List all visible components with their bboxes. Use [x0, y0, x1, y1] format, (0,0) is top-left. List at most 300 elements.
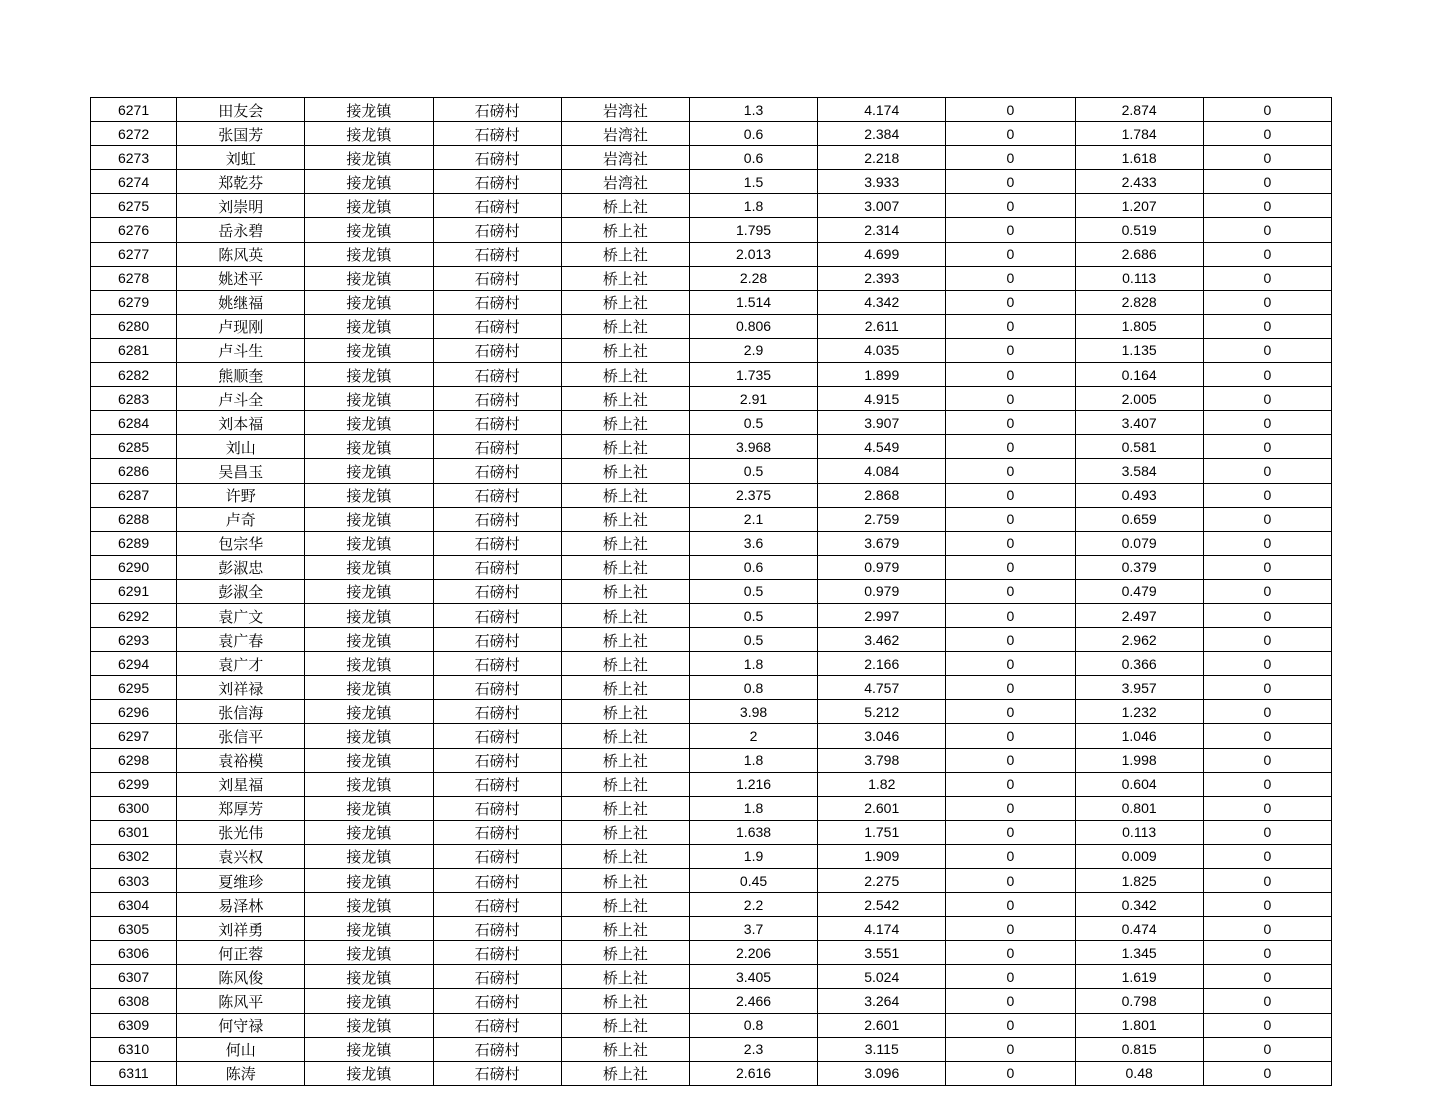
value-5-cell: 0 — [1203, 941, 1331, 965]
value-2-cell: 4.915 — [818, 387, 946, 411]
value-3-cell: 0 — [946, 844, 1075, 868]
value-1-cell: 0.5 — [689, 603, 817, 627]
value-3-cell: 0 — [946, 724, 1075, 748]
record-number-cell: 6286 — [91, 459, 177, 483]
town-cell: 接龙镇 — [305, 1061, 433, 1085]
value-3-cell: 0 — [946, 435, 1075, 459]
value-3-cell: 0 — [946, 989, 1075, 1013]
value-4-cell: 0.009 — [1075, 844, 1203, 868]
value-1-cell: 0.6 — [689, 122, 817, 146]
town-cell: 接龙镇 — [305, 820, 433, 844]
value-2-cell: 1.899 — [818, 363, 946, 387]
group-cell: 桥上社 — [561, 483, 689, 507]
value-2-cell: 2.166 — [818, 652, 946, 676]
table-row — [91, 290, 1332, 314]
value-2-cell: 5.024 — [818, 965, 946, 989]
town-cell: 接龙镇 — [305, 893, 433, 917]
group-cell: 桥上社 — [561, 507, 689, 531]
group-cell: 桥上社 — [561, 893, 689, 917]
record-number-cell: 6306 — [91, 941, 177, 965]
record-number-cell: 6283 — [91, 387, 177, 411]
name-cell: 张光伟 — [177, 820, 305, 844]
value-5-cell: 0 — [1203, 266, 1331, 290]
value-5-cell: 0 — [1203, 146, 1331, 170]
table-row — [91, 628, 1332, 652]
table-row — [91, 989, 1332, 1013]
town-cell: 接龙镇 — [305, 290, 433, 314]
record-number-cell: 6285 — [91, 435, 177, 459]
group-cell: 桥上社 — [561, 579, 689, 603]
group-cell: 桥上社 — [561, 459, 689, 483]
value-3-cell: 0 — [946, 507, 1075, 531]
name-cell: 刘星福 — [177, 772, 305, 796]
name-cell: 袁裕模 — [177, 748, 305, 772]
value-2-cell: 3.096 — [818, 1061, 946, 1085]
value-2-cell: 2.601 — [818, 796, 946, 820]
village-cell: 石磅村 — [433, 387, 561, 411]
record-number-cell: 6273 — [91, 146, 177, 170]
value-4-cell: 2.874 — [1075, 98, 1203, 122]
table-row — [91, 1037, 1332, 1061]
group-cell: 桥上社 — [561, 555, 689, 579]
town-cell: 接龙镇 — [305, 869, 433, 893]
value-3-cell: 0 — [946, 869, 1075, 893]
table-row — [91, 483, 1332, 507]
value-3-cell: 0 — [946, 483, 1075, 507]
table-row — [91, 941, 1332, 965]
record-number-cell: 6290 — [91, 555, 177, 579]
record-number-cell: 6305 — [91, 917, 177, 941]
record-number-cell: 6288 — [91, 507, 177, 531]
record-number-cell: 6277 — [91, 242, 177, 266]
value-1-cell: 0.8 — [689, 676, 817, 700]
value-1-cell: 1.8 — [689, 748, 817, 772]
village-cell: 石磅村 — [433, 820, 561, 844]
value-1-cell: 0.6 — [689, 146, 817, 170]
town-cell: 接龙镇 — [305, 170, 433, 194]
value-3-cell: 0 — [946, 652, 1075, 676]
value-5-cell: 0 — [1203, 700, 1331, 724]
village-cell: 石磅村 — [433, 700, 561, 724]
village-cell: 石磅村 — [433, 218, 561, 242]
record-number-cell: 6272 — [91, 122, 177, 146]
value-3-cell: 0 — [946, 242, 1075, 266]
value-1-cell: 0.806 — [689, 314, 817, 338]
table-row — [91, 893, 1332, 917]
name-cell: 熊顺奎 — [177, 363, 305, 387]
value-5-cell: 0 — [1203, 338, 1331, 362]
town-cell: 接龙镇 — [305, 507, 433, 531]
table-row — [91, 411, 1332, 435]
village-cell: 石磅村 — [433, 676, 561, 700]
value-1-cell: 1.3 — [689, 98, 817, 122]
table-row — [91, 917, 1332, 941]
village-cell: 石磅村 — [433, 507, 561, 531]
value-5-cell: 0 — [1203, 555, 1331, 579]
town-cell: 接龙镇 — [305, 1013, 433, 1037]
value-4-cell: 1.046 — [1075, 724, 1203, 748]
value-4-cell: 1.618 — [1075, 146, 1203, 170]
value-5-cell: 0 — [1203, 676, 1331, 700]
value-2-cell: 2.868 — [818, 483, 946, 507]
table-row — [91, 146, 1332, 170]
record-number-cell: 6284 — [91, 411, 177, 435]
value-3-cell: 0 — [946, 917, 1075, 941]
record-number-cell: 6301 — [91, 820, 177, 844]
town-cell: 接龙镇 — [305, 459, 433, 483]
record-number-cell: 6276 — [91, 218, 177, 242]
record-number-cell: 6292 — [91, 603, 177, 627]
village-cell: 石磅村 — [433, 194, 561, 218]
village-cell: 石磅村 — [433, 146, 561, 170]
record-number-cell: 6304 — [91, 893, 177, 917]
value-5-cell: 0 — [1203, 170, 1331, 194]
village-cell: 石磅村 — [433, 1037, 561, 1061]
group-cell: 桥上社 — [561, 772, 689, 796]
name-cell: 陈涛 — [177, 1061, 305, 1085]
value-2-cell: 2.542 — [818, 893, 946, 917]
value-5-cell: 0 — [1203, 218, 1331, 242]
value-3-cell: 0 — [946, 122, 1075, 146]
value-5-cell: 0 — [1203, 844, 1331, 868]
town-cell: 接龙镇 — [305, 555, 433, 579]
village-cell: 石磅村 — [433, 531, 561, 555]
value-2-cell: 4.549 — [818, 435, 946, 459]
value-2-cell: 0.979 — [818, 579, 946, 603]
town-cell: 接龙镇 — [305, 676, 433, 700]
value-4-cell: 1.801 — [1075, 1013, 1203, 1037]
name-cell: 卢斗全 — [177, 387, 305, 411]
value-1-cell: 2.206 — [689, 941, 817, 965]
value-4-cell: 1.345 — [1075, 941, 1203, 965]
value-1-cell: 1.638 — [689, 820, 817, 844]
value-1-cell: 0.8 — [689, 1013, 817, 1037]
value-1-cell: 3.405 — [689, 965, 817, 989]
value-5-cell: 0 — [1203, 314, 1331, 338]
value-5-cell: 0 — [1203, 748, 1331, 772]
value-1-cell: 2.1 — [689, 507, 817, 531]
value-3-cell: 0 — [946, 218, 1075, 242]
name-cell: 刘祥勇 — [177, 917, 305, 941]
value-4-cell: 1.998 — [1075, 748, 1203, 772]
value-4-cell: 0.366 — [1075, 652, 1203, 676]
value-1-cell: 2.466 — [689, 989, 817, 1013]
value-5-cell: 0 — [1203, 435, 1331, 459]
record-number-cell: 6296 — [91, 700, 177, 724]
value-3-cell: 0 — [946, 748, 1075, 772]
record-number-cell: 6293 — [91, 628, 177, 652]
name-cell: 姚继福 — [177, 290, 305, 314]
value-3-cell: 0 — [946, 266, 1075, 290]
value-5-cell: 0 — [1203, 1037, 1331, 1061]
value-1-cell: 0.45 — [689, 869, 817, 893]
value-3-cell: 0 — [946, 796, 1075, 820]
value-4-cell: 1.825 — [1075, 869, 1203, 893]
group-cell: 桥上社 — [561, 676, 689, 700]
table-row — [91, 218, 1332, 242]
name-cell: 何山 — [177, 1037, 305, 1061]
value-2-cell: 2.997 — [818, 603, 946, 627]
name-cell: 袁广文 — [177, 603, 305, 627]
value-5-cell: 0 — [1203, 194, 1331, 218]
value-5-cell: 0 — [1203, 772, 1331, 796]
group-cell: 桥上社 — [561, 844, 689, 868]
table-row — [91, 724, 1332, 748]
group-cell: 桥上社 — [561, 194, 689, 218]
name-cell: 彭淑全 — [177, 579, 305, 603]
table-row — [91, 796, 1332, 820]
table-row — [91, 387, 1332, 411]
value-5-cell: 0 — [1203, 1013, 1331, 1037]
name-cell: 郑乾芬 — [177, 170, 305, 194]
name-cell: 姚述平 — [177, 266, 305, 290]
value-1-cell: 1.735 — [689, 363, 817, 387]
value-3-cell: 0 — [946, 98, 1075, 122]
record-number-cell: 6300 — [91, 796, 177, 820]
name-cell: 陈风俊 — [177, 965, 305, 989]
value-2-cell: 3.679 — [818, 531, 946, 555]
value-5-cell: 0 — [1203, 893, 1331, 917]
name-cell: 包宗华 — [177, 531, 305, 555]
value-5-cell: 0 — [1203, 869, 1331, 893]
value-4-cell: 0.493 — [1075, 483, 1203, 507]
value-1-cell: 3.98 — [689, 700, 817, 724]
value-2-cell: 4.174 — [818, 917, 946, 941]
value-2-cell: 3.907 — [818, 411, 946, 435]
value-4-cell: 3.584 — [1075, 459, 1203, 483]
table-row — [91, 507, 1332, 531]
name-cell: 彭淑忠 — [177, 555, 305, 579]
town-cell: 接龙镇 — [305, 772, 433, 796]
group-cell: 桥上社 — [561, 652, 689, 676]
value-1-cell: 2.91 — [689, 387, 817, 411]
value-4-cell: 1.619 — [1075, 965, 1203, 989]
record-number-cell: 6310 — [91, 1037, 177, 1061]
value-4-cell: 2.962 — [1075, 628, 1203, 652]
name-cell: 刘崇明 — [177, 194, 305, 218]
table-row — [91, 820, 1332, 844]
table-row — [91, 194, 1332, 218]
value-5-cell: 0 — [1203, 483, 1331, 507]
value-5-cell: 0 — [1203, 628, 1331, 652]
table-row — [91, 603, 1332, 627]
value-3-cell: 0 — [946, 1013, 1075, 1037]
group-cell: 桥上社 — [561, 1061, 689, 1085]
name-cell: 易泽林 — [177, 893, 305, 917]
table-row — [91, 314, 1332, 338]
name-cell: 何守禄 — [177, 1013, 305, 1037]
village-cell: 石磅村 — [433, 748, 561, 772]
village-cell: 石磅村 — [433, 242, 561, 266]
value-1-cell: 0.6 — [689, 555, 817, 579]
name-cell: 陈风平 — [177, 989, 305, 1013]
village-cell: 石磅村 — [433, 579, 561, 603]
record-number-cell: 6279 — [91, 290, 177, 314]
village-cell: 石磅村 — [433, 893, 561, 917]
value-3-cell: 0 — [946, 411, 1075, 435]
name-cell: 张信海 — [177, 700, 305, 724]
table-row — [91, 1013, 1332, 1037]
name-cell: 张信平 — [177, 724, 305, 748]
table-row — [91, 652, 1332, 676]
group-cell: 桥上社 — [561, 363, 689, 387]
value-3-cell: 0 — [946, 194, 1075, 218]
value-1-cell: 2.375 — [689, 483, 817, 507]
table-row — [91, 1061, 1332, 1085]
village-cell: 石磅村 — [433, 603, 561, 627]
group-cell: 桥上社 — [561, 965, 689, 989]
table-row — [91, 266, 1332, 290]
table-row — [91, 869, 1332, 893]
value-4-cell: 0.113 — [1075, 266, 1203, 290]
value-3-cell: 0 — [946, 820, 1075, 844]
town-cell: 接龙镇 — [305, 122, 433, 146]
group-cell: 桥上社 — [561, 989, 689, 1013]
value-2-cell: 2.759 — [818, 507, 946, 531]
value-4-cell: 2.686 — [1075, 242, 1203, 266]
town-cell: 接龙镇 — [305, 338, 433, 362]
village-cell: 石磅村 — [433, 628, 561, 652]
group-cell: 桥上社 — [561, 387, 689, 411]
town-cell: 接龙镇 — [305, 965, 433, 989]
village-cell: 石磅村 — [433, 772, 561, 796]
group-cell: 桥上社 — [561, 1037, 689, 1061]
village-cell: 石磅村 — [433, 459, 561, 483]
value-3-cell: 0 — [946, 941, 1075, 965]
name-cell: 田友会 — [177, 98, 305, 122]
record-number-cell: 6298 — [91, 748, 177, 772]
town-cell: 接龙镇 — [305, 579, 433, 603]
table-row — [91, 170, 1332, 194]
value-1-cell: 1.8 — [689, 796, 817, 820]
group-cell: 桥上社 — [561, 869, 689, 893]
town-cell: 接龙镇 — [305, 652, 433, 676]
value-1-cell: 3.968 — [689, 435, 817, 459]
name-cell: 何正蓉 — [177, 941, 305, 965]
village-cell: 石磅村 — [433, 989, 561, 1013]
group-cell: 桥上社 — [561, 218, 689, 242]
group-cell: 桥上社 — [561, 435, 689, 459]
record-number-cell: 6311 — [91, 1061, 177, 1085]
record-number-cell: 6308 — [91, 989, 177, 1013]
value-4-cell: 0.079 — [1075, 531, 1203, 555]
village-cell: 石磅村 — [433, 122, 561, 146]
town-cell: 接龙镇 — [305, 363, 433, 387]
value-4-cell: 0.659 — [1075, 507, 1203, 531]
value-3-cell: 0 — [946, 1061, 1075, 1085]
record-number-cell: 6274 — [91, 170, 177, 194]
value-3-cell: 0 — [946, 628, 1075, 652]
value-2-cell: 4.035 — [818, 338, 946, 362]
value-5-cell: 0 — [1203, 1061, 1331, 1085]
table-row — [91, 965, 1332, 989]
value-4-cell: 3.407 — [1075, 411, 1203, 435]
group-cell: 桥上社 — [561, 748, 689, 772]
town-cell: 接龙镇 — [305, 98, 433, 122]
value-1-cell: 2.28 — [689, 266, 817, 290]
group-cell: 桥上社 — [561, 531, 689, 555]
value-1-cell: 3.7 — [689, 917, 817, 941]
village-cell: 石磅村 — [433, 796, 561, 820]
value-1-cell: 2.9 — [689, 338, 817, 362]
table-row — [91, 700, 1332, 724]
value-3-cell: 0 — [946, 170, 1075, 194]
town-cell: 接龙镇 — [305, 603, 433, 627]
table-row — [91, 122, 1332, 146]
village-cell: 石磅村 — [433, 290, 561, 314]
group-cell: 岩湾社 — [561, 122, 689, 146]
value-3-cell: 0 — [946, 338, 1075, 362]
value-4-cell: 0.815 — [1075, 1037, 1203, 1061]
value-2-cell: 3.115 — [818, 1037, 946, 1061]
value-2-cell: 4.174 — [818, 98, 946, 122]
group-cell: 桥上社 — [561, 917, 689, 941]
name-cell: 陈风英 — [177, 242, 305, 266]
group-cell: 桥上社 — [561, 724, 689, 748]
village-cell: 石磅村 — [433, 724, 561, 748]
town-cell: 接龙镇 — [305, 218, 433, 242]
table-row — [91, 555, 1332, 579]
value-3-cell: 0 — [946, 893, 1075, 917]
name-cell: 卢斗生 — [177, 338, 305, 362]
town-cell: 接龙镇 — [305, 314, 433, 338]
name-cell: 夏维珍 — [177, 869, 305, 893]
town-cell: 接龙镇 — [305, 266, 433, 290]
value-5-cell: 0 — [1203, 579, 1331, 603]
value-4-cell: 3.957 — [1075, 676, 1203, 700]
value-1-cell: 2.013 — [689, 242, 817, 266]
group-cell: 岩湾社 — [561, 146, 689, 170]
name-cell: 吴昌玉 — [177, 459, 305, 483]
village-cell: 石磅村 — [433, 844, 561, 868]
name-cell: 郑厚芳 — [177, 796, 305, 820]
value-2-cell: 2.601 — [818, 1013, 946, 1037]
data-table — [90, 97, 1332, 1086]
town-cell: 接龙镇 — [305, 844, 433, 868]
name-cell: 卢奇 — [177, 507, 305, 531]
record-number-cell: 6309 — [91, 1013, 177, 1037]
value-3-cell: 0 — [946, 146, 1075, 170]
record-number-cell: 6295 — [91, 676, 177, 700]
town-cell: 接龙镇 — [305, 531, 433, 555]
value-5-cell: 0 — [1203, 917, 1331, 941]
table-row — [91, 338, 1332, 362]
record-number-cell: 6291 — [91, 579, 177, 603]
value-4-cell: 1.805 — [1075, 314, 1203, 338]
value-2-cell: 4.084 — [818, 459, 946, 483]
village-cell: 石磅村 — [433, 266, 561, 290]
value-2-cell: 3.551 — [818, 941, 946, 965]
value-4-cell: 1.207 — [1075, 194, 1203, 218]
value-1-cell: 0.5 — [689, 411, 817, 435]
record-number-cell: 6303 — [91, 869, 177, 893]
name-cell: 刘山 — [177, 435, 305, 459]
village-cell: 石磅村 — [433, 435, 561, 459]
value-4-cell: 0.48 — [1075, 1061, 1203, 1085]
group-cell: 桥上社 — [561, 628, 689, 652]
group-cell: 岩湾社 — [561, 98, 689, 122]
value-5-cell: 0 — [1203, 603, 1331, 627]
value-5-cell: 0 — [1203, 652, 1331, 676]
name-cell: 刘祥禄 — [177, 676, 305, 700]
value-3-cell: 0 — [946, 459, 1075, 483]
value-4-cell: 1.135 — [1075, 338, 1203, 362]
village-cell: 石磅村 — [433, 965, 561, 989]
table-row — [91, 531, 1332, 555]
record-number-cell: 6307 — [91, 965, 177, 989]
name-cell: 卢现刚 — [177, 314, 305, 338]
town-cell: 接龙镇 — [305, 483, 433, 507]
